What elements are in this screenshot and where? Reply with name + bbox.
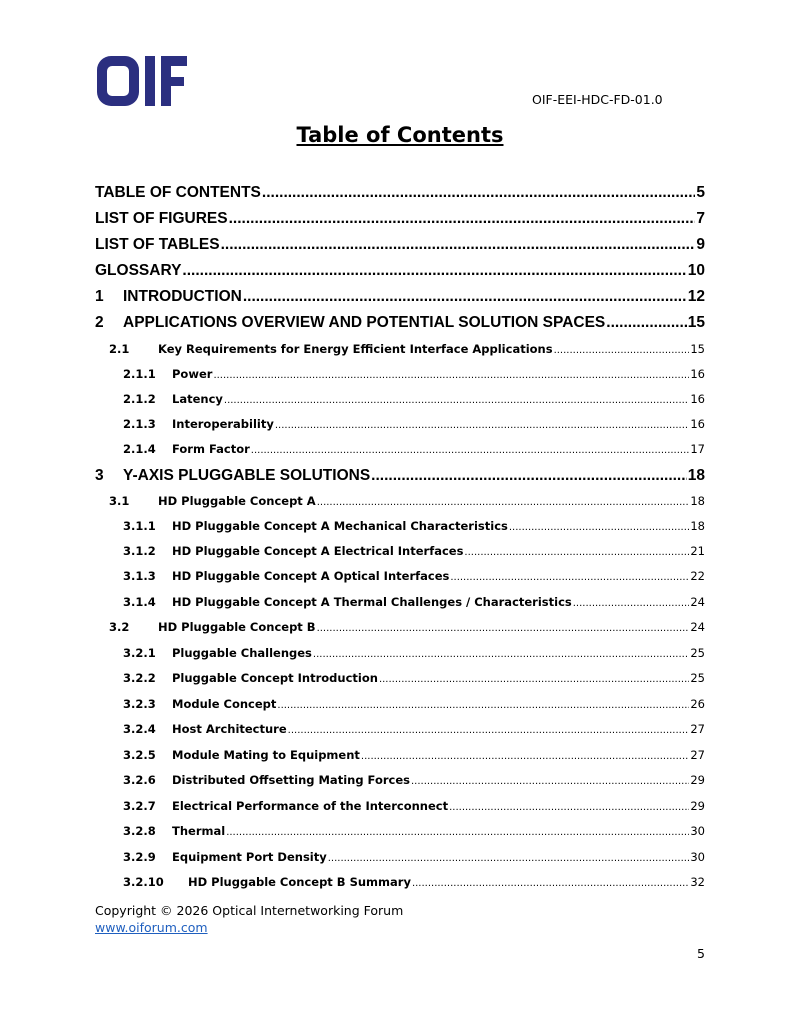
toc-entry[interactable] — [0, 184, 800, 202]
toc-entry-page: 27 — [690, 722, 705, 736]
toc-entry[interactable] — [0, 799, 800, 813]
toc-entry[interactable] — [0, 314, 800, 332]
toc-dot-leader — [379, 674, 689, 685]
toc-entry-label: HD Pluggable Concept A — [158, 494, 316, 508]
toc-entry-number: 2 — [95, 314, 104, 331]
toc-entry-label: Pluggable Concept Introduction — [172, 671, 378, 685]
toc-entry-page: 10 — [687, 262, 705, 279]
toc-dot-leader — [412, 878, 689, 889]
toc-entry-page: 29 — [690, 773, 705, 787]
toc-entry-label: HD Pluggable Concept A Thermal Challenges / Characteristics — [172, 595, 572, 609]
toc-dot-leader — [243, 288, 687, 306]
toc-dot-leader — [288, 725, 690, 736]
toc-entry-page: 12 — [687, 288, 705, 305]
toc-dot-leader — [464, 547, 689, 558]
toc-entry[interactable] — [0, 494, 800, 508]
toc-dot-leader — [275, 420, 690, 431]
toc-dot-leader — [328, 853, 690, 864]
toc-dot-leader — [554, 345, 690, 356]
toc-entry[interactable] — [0, 671, 800, 685]
toc-entry-page: 7 — [696, 210, 705, 227]
toc-entry[interactable] — [0, 417, 800, 431]
toc-dot-leader — [262, 184, 695, 202]
toc-entry-label: APPLICATIONS OVERVIEW AND POTENTIAL SOLUTION SPACES — [123, 314, 606, 331]
toc-entry-page: 18 — [690, 519, 705, 533]
toc-entry[interactable] — [0, 262, 800, 280]
toc-dot-leader — [411, 776, 689, 787]
toc-entry[interactable] — [0, 210, 800, 228]
toc-entry-number: 2.1.1 — [123, 367, 156, 381]
toc-entry-page: 22 — [690, 569, 705, 583]
website-link[interactable]: www.oiforum.com — [95, 920, 208, 935]
toc-entry-page: 21 — [690, 544, 705, 558]
toc-dot-leader — [229, 210, 696, 228]
toc-entry[interactable] — [0, 850, 800, 864]
document-id: OIF-EEI-HDC-FD-01.0 — [532, 92, 663, 107]
toc-entry-number: 3.2.8 — [123, 824, 156, 838]
toc-dot-leader — [361, 751, 689, 762]
toc-entry-page: 17 — [690, 442, 705, 456]
toc-entry-page: 16 — [690, 392, 705, 406]
toc-entry-label: Thermal — [172, 824, 226, 838]
toc-dot-leader — [221, 236, 696, 254]
toc-dot-leader — [313, 649, 689, 660]
toc-entry-page: 26 — [690, 697, 705, 711]
toc-entry-number: 2.1.4 — [123, 442, 156, 456]
page-title: Table of Contents — [296, 123, 504, 147]
toc-dot-leader — [251, 445, 690, 456]
toc-entry-number: 3.2.1 — [123, 646, 156, 660]
toc-entry-number: 3.2.2 — [123, 671, 156, 685]
toc-entry-page: 32 — [690, 875, 705, 889]
toc-entry-label: Host Architecture — [172, 722, 287, 736]
toc-dot-leader — [317, 623, 690, 634]
toc-entry-page: 30 — [690, 824, 705, 838]
toc-entry[interactable] — [0, 697, 800, 711]
toc-dot-leader — [449, 802, 689, 813]
toc-entry-page: 29 — [690, 799, 705, 813]
toc-entry[interactable] — [0, 342, 800, 356]
toc-entry-number: 3 — [95, 467, 104, 484]
toc-entry-label: Interoperability — [172, 417, 274, 431]
toc-entry[interactable] — [0, 392, 800, 406]
toc-entry-label: HD Pluggable Concept A Electrical Interfaces — [172, 544, 464, 558]
toc-entry-label: HD Pluggable Concept A Mechanical Characteristics — [172, 519, 508, 533]
toc-entry-page: 18 — [690, 494, 705, 508]
toc-entry-label: Equipment Port Density — [172, 850, 327, 864]
toc-entry[interactable] — [0, 442, 800, 456]
toc-entry-page: 5 — [696, 184, 705, 201]
toc-entry-page: 16 — [690, 367, 705, 381]
toc-entry-label: Y-AXIS PLUGGABLE SOLUTIONS — [123, 467, 371, 484]
toc-entry-page: 18 — [687, 467, 705, 484]
toc-entry[interactable] — [0, 288, 800, 306]
toc-entry-number: 3.2.4 — [123, 722, 156, 736]
toc-entry-label: Latency — [172, 392, 223, 406]
toc-dot-leader — [450, 572, 689, 583]
toc-entry-label: Module Mating to Equipment — [172, 748, 360, 762]
toc-entry[interactable] — [0, 467, 800, 485]
toc-entry-label: LIST OF TABLES — [95, 236, 220, 253]
toc-entry-page: 24 — [690, 620, 705, 634]
toc-entry[interactable] — [0, 595, 800, 609]
toc-dot-leader — [606, 314, 686, 332]
toc-dot-leader — [509, 522, 689, 533]
toc-entry-number: 3.1.2 — [123, 544, 156, 558]
toc-dot-leader — [224, 395, 689, 406]
toc-entry[interactable] — [0, 646, 800, 660]
toc-entry[interactable] — [0, 236, 800, 254]
toc-dot-leader — [317, 497, 690, 508]
toc-dot-leader — [573, 598, 690, 609]
toc-entry-number: 3.1 — [109, 494, 130, 508]
copyright-notice: Copyright © 2026 Optical Internetworking Forum — [95, 903, 404, 918]
toc-entry-number: 3.1.1 — [123, 519, 156, 533]
toc-entry-number: 3.2.10 — [123, 875, 164, 889]
toc-entry[interactable] — [0, 620, 800, 634]
toc-entry-number: 3.2.9 — [123, 850, 156, 864]
toc-entry-page: 24 — [690, 595, 705, 609]
toc-entry-label: LIST OF FIGURES — [95, 210, 228, 227]
toc-dot-leader — [226, 827, 689, 838]
toc-entry[interactable] — [0, 569, 800, 583]
toc-entry-label: HD Pluggable Concept A Optical Interfaces — [172, 569, 450, 583]
toc-entry-number: 3.1.3 — [123, 569, 156, 583]
toc-entry[interactable] — [0, 773, 800, 787]
page-number: 5 — [697, 946, 705, 961]
toc-entry-label: Key Requirements for Energy Efficient Interface Applications — [158, 342, 553, 356]
toc-entry[interactable] — [0, 875, 800, 889]
toc-entry-label: Electrical Performance of the Interconnect — [172, 799, 449, 813]
toc-entry-number: 3.2.7 — [123, 799, 156, 813]
toc-entry-page: 15 — [690, 342, 705, 356]
toc-dot-leader — [213, 370, 689, 381]
toc-dot-leader — [277, 700, 689, 711]
toc-entry[interactable] — [0, 544, 800, 558]
toc-entry-number: 3.2.3 — [123, 697, 156, 711]
toc-entry-page: 25 — [690, 671, 705, 685]
toc-entry-label: Pluggable Challenges — [172, 646, 312, 660]
toc-entry-page: 27 — [690, 748, 705, 762]
toc-entry[interactable] — [0, 367, 800, 381]
toc-entry[interactable] — [0, 519, 800, 533]
toc-entry[interactable] — [0, 722, 800, 736]
toc-entry-number: 2.1.3 — [123, 417, 156, 431]
toc-entry[interactable] — [0, 824, 800, 838]
toc-entry-page: 25 — [690, 646, 705, 660]
toc-entry-number: 2.1 — [109, 342, 130, 356]
toc-entry-label: Distributed Offsetting Mating Forces — [172, 773, 410, 787]
toc-entry[interactable] — [0, 748, 800, 762]
toc-entry-number: 2.1.2 — [123, 392, 156, 406]
toc-entry-label: INTRODUCTION — [123, 288, 242, 305]
toc-entry-label: HD Pluggable Concept B — [158, 620, 316, 634]
toc-entry-number: 3.1.4 — [123, 595, 156, 609]
toc-entry-label: Module Concept — [172, 697, 277, 711]
toc-entry-number: 3.2 — [109, 620, 130, 634]
toc-entry-number: 3.2.6 — [123, 773, 156, 787]
toc-entry-page: 9 — [696, 236, 705, 253]
toc-dot-leader — [371, 467, 687, 485]
toc-entry-number: 3.2.5 — [123, 748, 156, 762]
toc-entry-page: 16 — [690, 417, 705, 431]
toc-entry-label: Form Factor — [172, 442, 250, 456]
toc-dot-leader — [182, 262, 686, 280]
toc-entry-label: GLOSSARY — [95, 262, 182, 279]
toc-entry-page: 30 — [690, 850, 705, 864]
toc-entry-label: Power — [172, 367, 213, 381]
toc-entry-label: TABLE OF CONTENTS — [95, 184, 261, 201]
toc-entry-label: HD Pluggable Concept B Summary — [188, 875, 411, 889]
toc-entry-page: 15 — [687, 314, 705, 331]
toc-entry-number: 1 — [95, 288, 104, 305]
